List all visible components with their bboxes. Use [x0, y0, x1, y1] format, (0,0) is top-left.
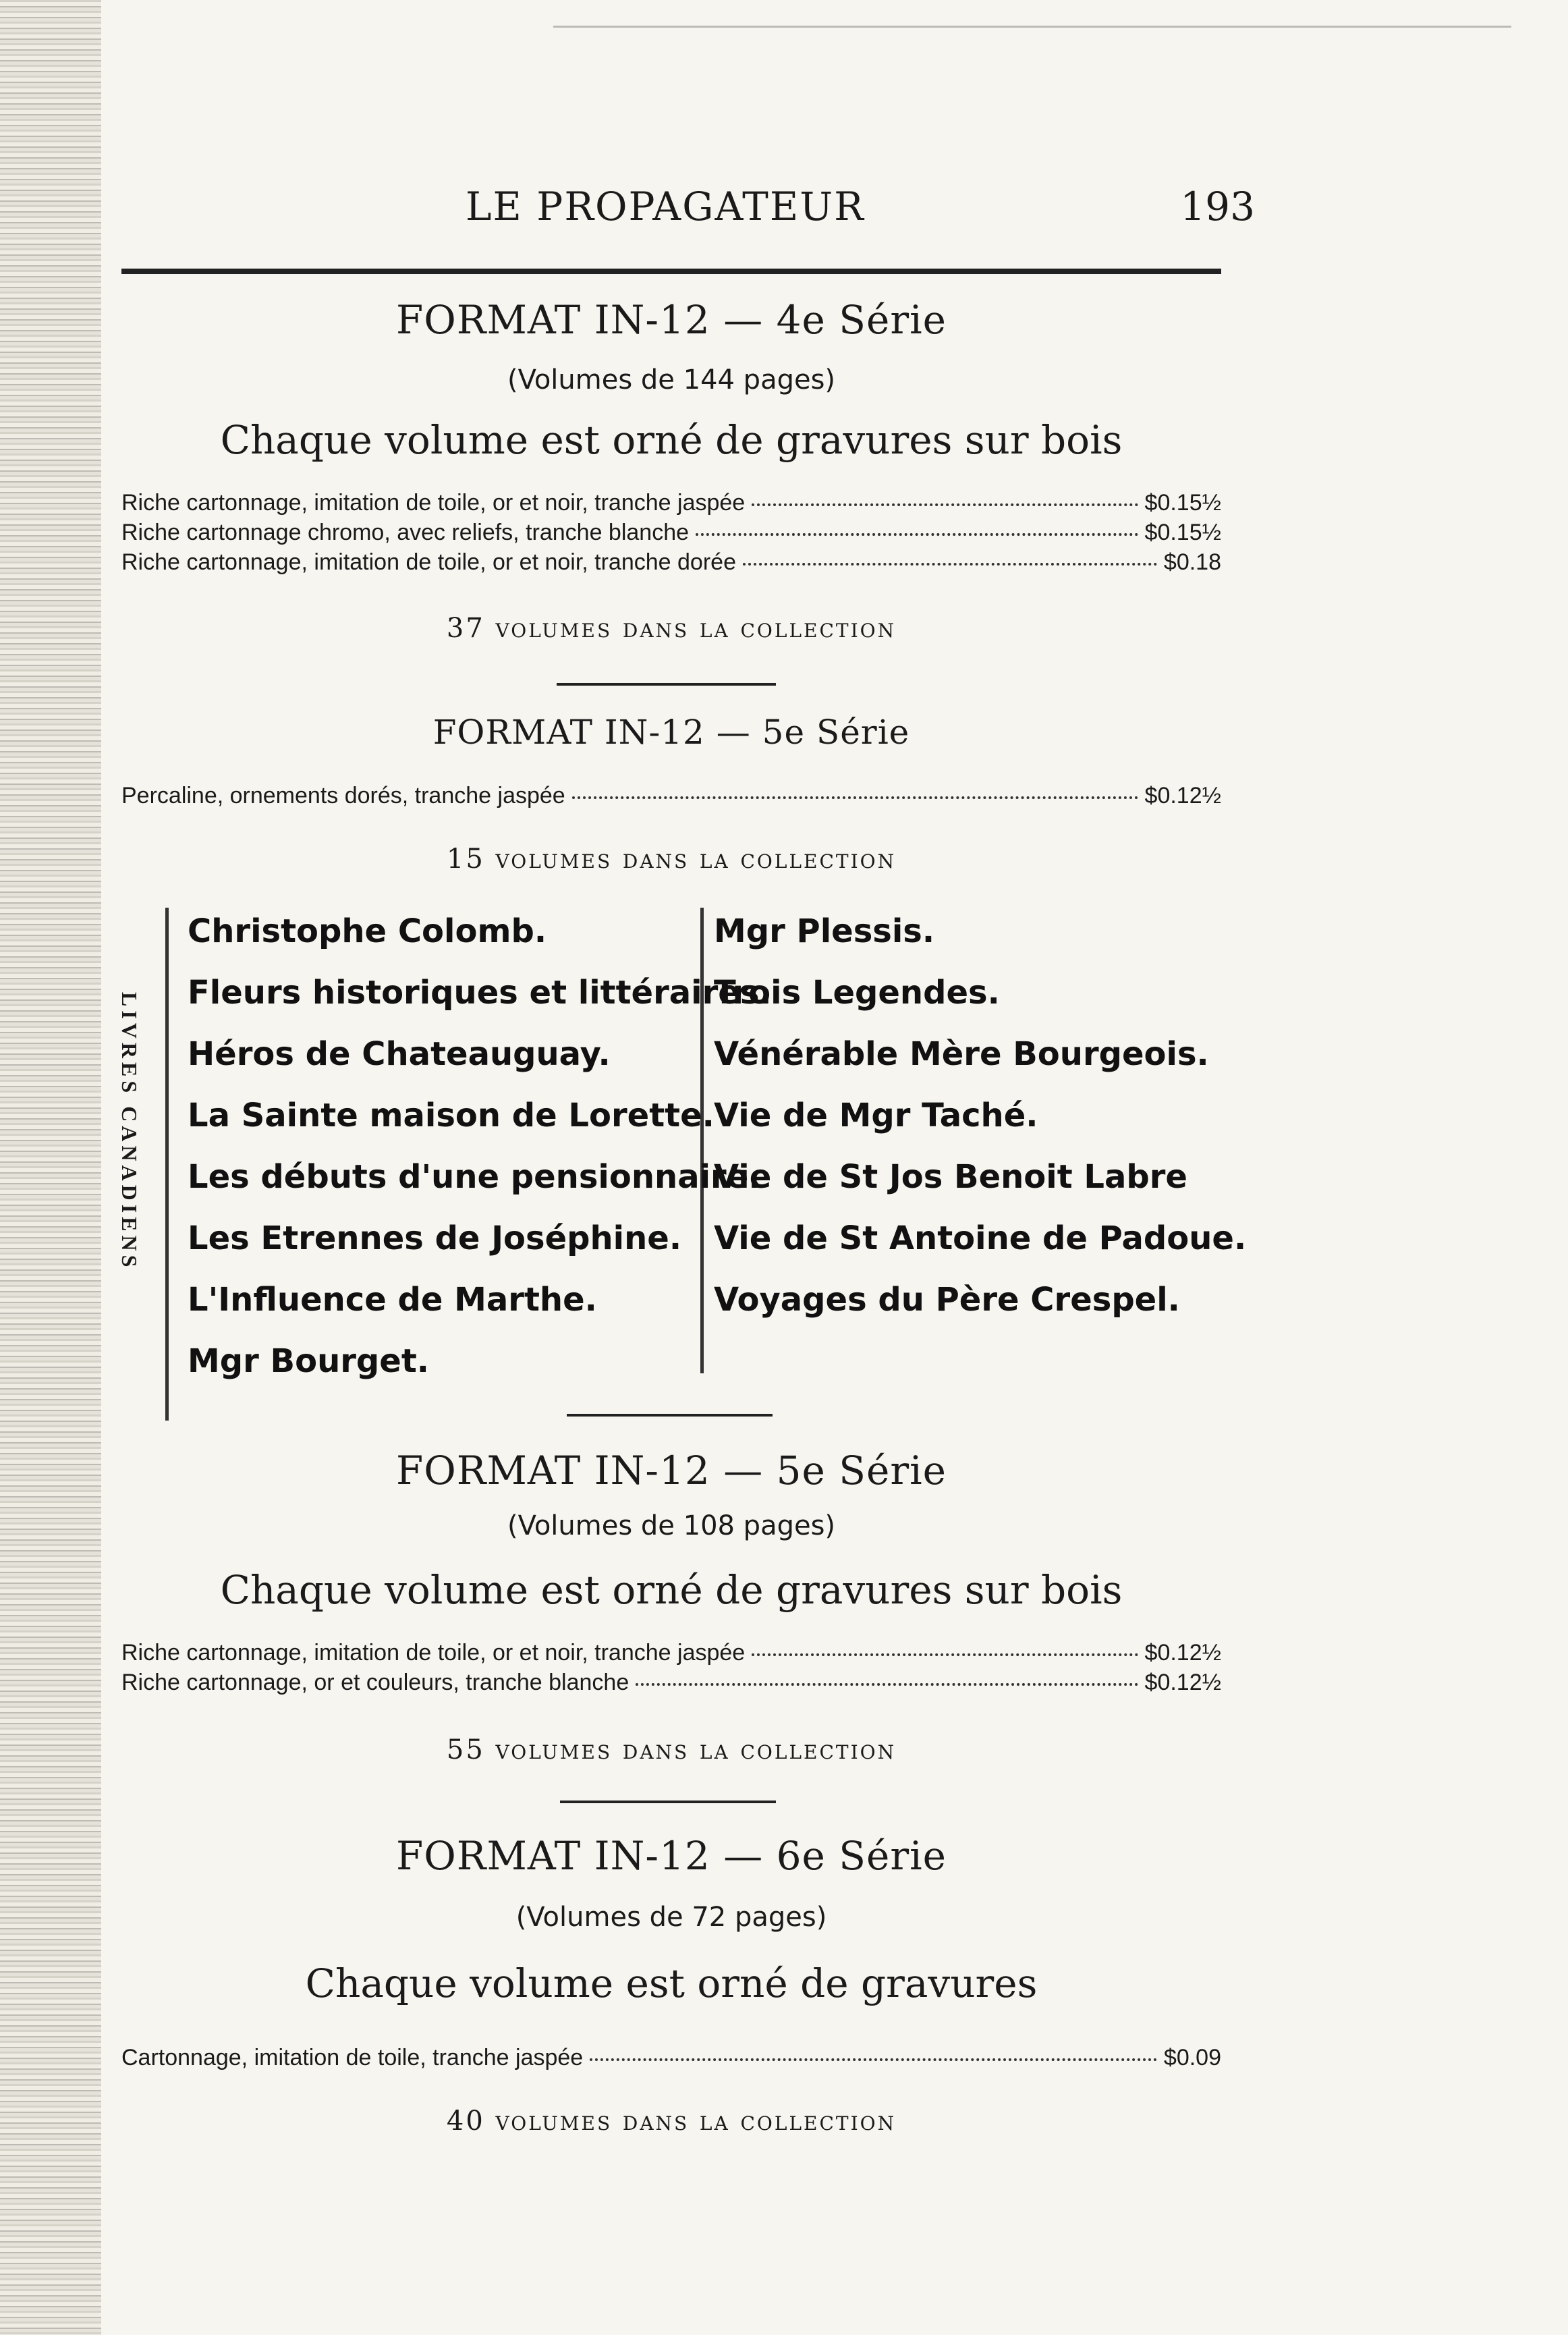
header-rule — [121, 269, 1221, 274]
list-item: Mgr Plessis. — [714, 912, 935, 950]
price-amount: $0.12½ — [1144, 1640, 1221, 1666]
list-item: Voyages du Père Crespel. — [714, 1281, 1180, 1319]
dot-leader — [572, 796, 1138, 799]
books-list-left — [188, 901, 772, 1392]
section-1-format-heading: FORMAT IN-12 — 4e Série — [396, 297, 947, 343]
section-3-price-line-2 — [121, 1670, 1221, 1696]
dot-leader — [743, 563, 1157, 566]
section-4-price-line-1 — [121, 2045, 1221, 2071]
list-item: Les Etrennes de Joséphine. — [188, 1219, 682, 1257]
price-label: Riche cartonnage chromo, avec reliefs, tranche blanche — [121, 520, 690, 545]
price-amount: $0.15½ — [1144, 520, 1221, 545]
section-4-volume-count: 40 volumes dans la collection — [446, 2106, 897, 2137]
price-label: Percaline, ornements dorés, tranche jaspée — [121, 783, 565, 808]
top-scan-line — [553, 26, 1511, 28]
side-label-livres-canadiens: LIVRES CANADIENS — [117, 992, 142, 1271]
page-number: 193 — [1180, 184, 1255, 229]
list-item: La Sainte maison de Lorette. — [188, 1097, 715, 1134]
price-label: Riche cartonnage, imitation de toile, or et noir, tranche jaspée — [121, 1640, 746, 1666]
left-bracket-bar — [165, 908, 169, 1421]
price-label: Riche cartonnage, imitation de toile, or et noir, tranche dorée — [121, 549, 736, 575]
running-head-title: LE PROPAGATEUR — [466, 184, 865, 229]
list-item: Christophe Colomb. — [188, 912, 547, 950]
section-1-ornament-note: Chaque volume est orné de gravures sur bois — [220, 417, 1123, 463]
dot-leader — [636, 1683, 1138, 1686]
section-3-page-count: (Volumes de 108 pages) — [507, 1510, 836, 1541]
scanned-page-edge — [0, 0, 101, 2335]
section-divider — [560, 1801, 776, 1803]
list-item: Vénérable Mère Bourgeois. — [714, 1035, 1209, 1073]
price-amount: $0.18 — [1163, 549, 1221, 575]
dot-leader — [696, 533, 1138, 536]
section-1-volume-count: 37 volumes dans la collection — [446, 613, 897, 644]
section-4-format-heading: FORMAT IN-12 — 6e Série — [396, 1833, 947, 1879]
price-amount: $0.12½ — [1144, 1670, 1221, 1695]
section-1-price-line-2 — [121, 520, 1221, 546]
list-item: L'Influence de Marthe. — [188, 1281, 597, 1319]
list-item: Mgr Bourget. — [188, 1342, 430, 1380]
price-amount: $0.15½ — [1144, 490, 1221, 516]
section-1-price-line-3 — [121, 549, 1221, 576]
section-4-ornament-note: Chaque volume est orné de gravures — [305, 1960, 1038, 2006]
books-list-right — [714, 901, 1246, 1331]
dot-leader — [752, 503, 1138, 506]
list-item: Les débuts d'une pensionnaire. — [188, 1158, 761, 1196]
list-item: Vie de Mgr Taché. — [714, 1097, 1038, 1134]
price-label: Riche cartonnage, imitation de toile, or et noir, tranche jaspée — [121, 490, 746, 516]
section-2-price-line-1 — [121, 783, 1221, 809]
list-item: Héros de Chateauguay. — [188, 1035, 611, 1073]
section-3-volume-count: 55 volumes dans la collection — [446, 1734, 897, 1765]
section-1-price-line-1 — [121, 490, 1221, 516]
section-divider — [567, 1414, 773, 1417]
dot-leader — [590, 2058, 1157, 2061]
list-item: Trois Legendes. — [714, 974, 1000, 1012]
list-item: Fleurs historiques et littéraires. — [188, 974, 772, 1012]
section-1-page-count: (Volumes de 144 pages) — [507, 364, 836, 395]
price-amount: $0.12½ — [1144, 783, 1221, 808]
list-item: Vie de St Antoine de Padoue. — [714, 1219, 1247, 1257]
dot-leader — [752, 1653, 1138, 1656]
price-label: Cartonnage, imitation de toile, tranche jaspée — [121, 2045, 584, 2070]
section-2-volume-count: 15 volumes dans la collection — [446, 844, 897, 875]
section-divider — [557, 683, 776, 686]
section-3-format-heading: FORMAT IN-12 — 5e Série — [396, 1448, 947, 1493]
section-3-price-line-1 — [121, 1640, 1221, 1666]
section-3-ornament-note: Chaque volume est orné de gravures sur bois — [220, 1567, 1123, 1613]
section-2-format-heading: FORMAT IN-12 — 5e Série — [432, 713, 910, 752]
price-amount: $0.09 — [1163, 2045, 1221, 2070]
price-label: Riche cartonnage, or et couleurs, tranche blanche — [121, 1670, 629, 1695]
list-item: Vie de St Jos Benoit Labre — [714, 1158, 1187, 1196]
section-4-page-count: (Volumes de 72 pages) — [515, 1902, 827, 1933]
